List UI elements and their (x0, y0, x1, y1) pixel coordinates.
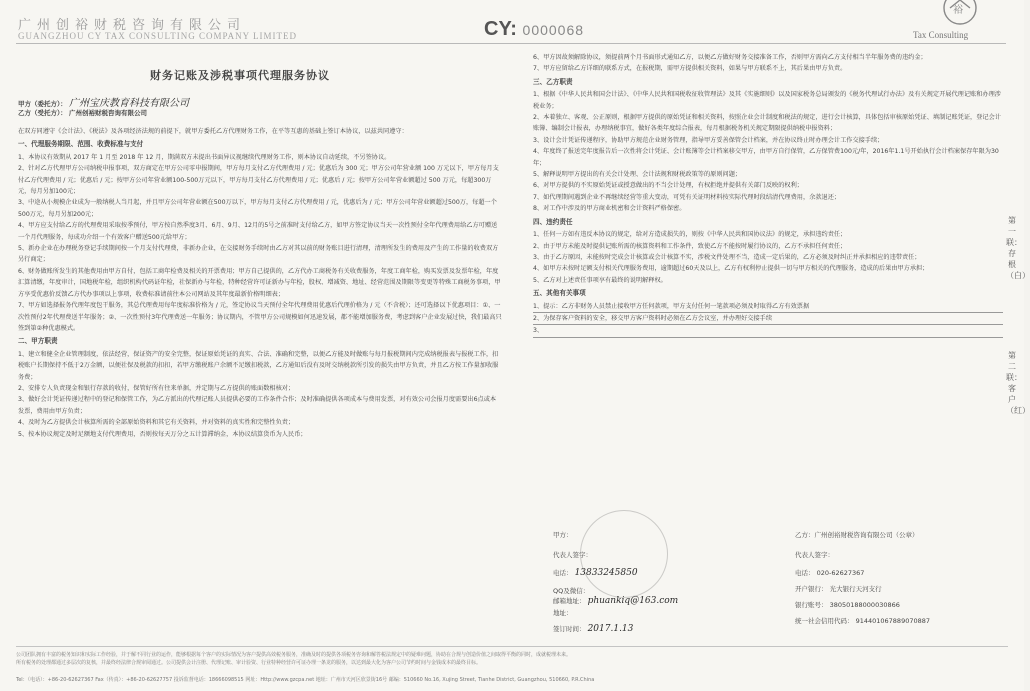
page-title: 财务记账及涉税事项代理服务协议 (150, 69, 330, 82)
sign-a-date (553, 624, 633, 634)
clause-line: 5、解释说明甲方提出的有关会计处理、会计法规和财税政策等的原则问题； (533, 171, 742, 179)
section-heading: 五、其他有关事项 (533, 289, 586, 298)
sign-b-tel-label: 电话： (795, 569, 815, 577)
svg-text:裕: 裕 (953, 5, 963, 16)
clause-line: 3、做好会计凭证传递过程中的登记和保管工作，为乙方派出的代理记账人员提供必要的工作条件合作；及时准确提供各项成本与费用发票，对有效公司会报月度需要出6点或本发票，费用由甲方负责； (18, 396, 497, 415)
clause-line: 3、由于乙方原因，未能按时完成会计核算或会计核算不实，涉税文件处理不当，造成一定后果的，乙方必须及时纠正并承担相应的违带责任； (533, 253, 921, 261)
right-column (533, 52, 1003, 338)
sign-b-credit (795, 616, 930, 625)
sign-a-email-label: 邮箱地址： (553, 597, 586, 605)
company-name-cn: 广州创裕财税咨询有限公司 (18, 18, 247, 33)
sign-b-bank-label: 开户银行： (795, 585, 828, 593)
sign-b-acct-label: 银行账号： (795, 601, 828, 609)
clause-line: 1、根据《中华人民共和国会计法》、《中华人民共和国税收征收管理法》及其《实施细则》以及国家税务总局颁发的《税务代理试行办法》及有关规定开展代理记账和办理涉税业务； (533, 91, 1001, 110)
sign-a-tel-label: 电话： (553, 569, 573, 577)
document-number (484, 18, 584, 41)
sign-b-acct-value: 38050188000030866 (829, 601, 900, 609)
clause-line: 1、任何一方如有违反本协议的规定，给对方造成损失的，则按《中华人民共和国协议法》的规定，承担违约责任； (533, 231, 847, 239)
clause-line: 7、如代理期间遇到企业不再继续经营等重大变动，可凭有关证明材料按实际代理时段结清代理费用，余款退还； (533, 193, 841, 201)
clause-line: 1、提示：乙方非财务人员禁止接收甲方任何款项，甲方支付任何一笔款项必须及时取得乙方有效票据 (533, 301, 1003, 313)
clause-line: 2、安排专人负责现金和银行存款的收付，保管好所有往来单据，并定期与乙方提供的账面数相核对； (18, 384, 295, 392)
clause-line: 2、为保存客户资料的安全，移交甲方客户资料时必须在乙方会议室，并办理好交接手续 (533, 313, 1003, 325)
party-b-row (18, 108, 147, 117)
sign-a-tel (553, 568, 638, 578)
sign-a-date-label: 签订时间： (553, 625, 586, 633)
party-b-label: 乙方（受托方）： (18, 109, 67, 117)
doc-no-prefix: CY: (484, 18, 517, 40)
clause-line: 4、及时为乙方提供会计核算所需的全部原始资料和其它有关资料，并对资料的真实性和完整性负责； (18, 419, 295, 427)
sign-b-label: 乙方：广州创裕财税咨询有限公司（公章） (795, 531, 919, 539)
clause-line: 2、针对乙方代理甲方公司纳税申报事项，双方商定在甲方公司零申报期间，甲方每月支付乙方代理费用 / 元；优惠后为 300 元；甲方公司年营业额 100 万元以下，甲方每月支付乙方代理费用 / 元；优惠后 / 元；按甲方公司年营业额100-500万元以下，甲方每月支付乙方代理费用 / 元；优惠后 / 元；按甲方公司年营业额超过 500 万元，每超300万元，每月另加100元； (18, 165, 499, 196)
party-b-value: 广州创裕财税咨询有限公司 (69, 109, 148, 117)
company-name-en: GUANGZHOU CY TAX CONSULTING COMPANY LIMITED (18, 31, 298, 41)
footer-line-1: 公司团队拥有丰富的税务知识和实际工作经验，并于解不同行业的运作，能够根据每个客户的实际情况为客户提供高效税务服务，准确及时的提供各项税务咨询和解答税法规定中的疑难问题，协助在合规与创造价值之间取得平衡的同时，成就税理未来。 (16, 652, 572, 658)
sign-b-bank-value: 光大银行天河支行 (829, 585, 882, 593)
sign-b-tel-value: 020-62627367 (816, 569, 865, 577)
footer-text (16, 651, 1008, 667)
clause-line: 1、本协议有效期从 2017 年 1 月至 2018 年 12 月，期满双方未提出书面异议视继续代理财务工作，则本协议自动延续，不另签协议。 (18, 153, 391, 161)
doc-no-value: 0000068 (522, 22, 585, 38)
clause-line: 5、按本协议规定及时足额地支付代理费用，否则按每天万分之五计算滞纳金，本协议结算货币为人民币； (18, 430, 307, 438)
clause-line: 8、对工作中涉及的甲方商业机密和会计资料严格保密。 (533, 205, 686, 213)
sign-a-email-value: phuankiq@163.com (587, 596, 679, 606)
sign-a-rep-label: 代表人签字： (553, 551, 592, 559)
clause-line: 7、甲方如选择报务代理年度包干服务，其总代理费用每年度标准价格为 / 元，签定协议当天预付全年代理费用优惠后代理价格为 / 元（不含税）；还可选择以下优惠项目：①、一次性预付2年代理费送半年服务；②、一次性预付3年代理费送一年服务；协议期内，不管甲方公司规模如何迅速发展，都不能增加服务费，考虑到客户企业发展过快，我们最高只签到第②种优惠模式。 (18, 302, 502, 332)
clause-line: 3、 (533, 325, 1003, 337)
footer-divider (16, 646, 1008, 647)
clause-line: 1、建立和健全企业管理制度，依法经营，保证资产的安全完整，保证原始凭证的真实、合法、准确和完整，以便乙方能及时做账与每月报税期间内完成纳税报表与报税工作，扣税账户长期保持不低于2万金额，以便社保及税款的扣扣，若甲方缴税账户余额不足缴扣税款，乙方通知后没有及时交纳税款所引发的损失由甲方负责，并且乙方按工作量加收服务费； (18, 350, 499, 381)
section-heading: 一、代理服务期限、范围、收费标准与支付 (18, 140, 144, 149)
section-heading: 二、甲方职责 (18, 337, 58, 346)
section-heading: 三、乙方职责 (533, 77, 573, 86)
footer-line-2: 所有税务的处理都通过多层次的复核，并最终经法律合规审阅通过。公司提供会计注册、代理记账、审计验资、行业特种经营许可证办理一条龙的服务，以达到最大化为客户公司节约时间与金钱成本的最终目标。 (16, 660, 482, 666)
clause-line: 5、乙方对上述责任事项享有最终的说明解释权。 (533, 276, 667, 284)
clause-line: 3、中途从小规模企业成为一般纳税人当月起，并且甲方公司年营业额在500万以下，甲方每月支付乙方代理费用 / 元，优惠后为 / 元；甲方公司年营业额超过500万，每超一个500万元，每月另加200元； (18, 199, 497, 218)
intro-text: 在双方同遵守《会计法》、《税法》及各项经济法规的前提下，就甲方委托乙方代理财务工作，在平等互惠的基础上签订本协议，以兹共同遵守： (18, 128, 408, 135)
party-a-row (18, 94, 189, 109)
sign-b-bank (795, 584, 882, 593)
sign-b-tel (795, 568, 864, 577)
left-column (18, 126, 502, 440)
sign-b-credit-label: 统一社会信用代码： (795, 617, 854, 625)
party-a-value: 广州宝庆教育科技有限公司 (69, 98, 190, 109)
section-heading: 四、违约责任 (533, 217, 573, 226)
clause-line: 6、甲方因故须解除协议，须提前两个月书面形式通知乙方，以便乙方做好财务交接准备工作，否则甲方需向乙方支付相当半年服务费的违约金； (533, 54, 927, 61)
party-a-label: 甲方（委托方）： (18, 100, 67, 108)
clause-line: 4、年度终了报送完年度报告后一次性将会计凭证、会计账簿等会计档案移交甲方，由甲方自行保管，乙方保管费100元/年，2016年1.1号开始执行会计档案保存年限为30年； (533, 148, 999, 167)
right-sections (533, 77, 1003, 338)
sign-a-email (553, 596, 678, 606)
company-seal-stamp (580, 510, 668, 598)
sign-a-qq-label: QQ及微信： (553, 587, 590, 595)
sign-a-date-value: 2017.1.13 (587, 624, 634, 634)
header-divider (16, 43, 1006, 44)
clause-line: 7、甲方应留给乙方详细的联系方式，在报税期，需甲方提供相关资料，如果与甲方联系不上，其后果由甲方负责。 (533, 65, 847, 73)
sign-a-tel-value: 13833245850 (574, 568, 638, 578)
sign-b-acct (795, 600, 900, 609)
clause-line: 6、财务做账所发生的其他费用由甲方自付，包括工商年检费及相关的开票费用；甲方自己提供的，乙方代办工商税务有关收费服务，年度工商年检，购买发票及发票年检，年度汇算清缴，年度审计，国地税年检，组织机构代码证年检，社保新办与年检，特种经营许可证新办与年检，股权、增减资、地址、经营范围及期限等变更等特殊工商税务事项，甲方享受优惠价反馈乙方代办事项以上事项，收费标准请前往本公司网站及其年度最新价格明细表； (18, 267, 501, 298)
sign-a-label: 甲方： (553, 531, 573, 539)
footer-contact: Tel：（电话）：+86-20-62627367 Fax（传真）：+86-20-62627757 投诉监督电话：18666098515 网址：Http://www.gzcpa.net 地址：广州市天河区欣景街16号 邮编：510660 No.16, Xujing Street, Tianhe District, Guangzhou, 510660, P.R.China (16, 677, 595, 683)
right-top-lines (533, 52, 1003, 75)
clause-line: 2、本着独立、客观、公正原则，根据甲方提供的原始凭证和相关资料，按照企业会计制度和税法的规定，进行会计核算，具体包括审核原始凭证、填制记账凭证，登记会计账簿、编制会计报表，办理纳税事宜，做好各类年度综合报表，每月根据税务机关规定期限提供纳税申报资料； (533, 114, 1001, 133)
clause-line: 3、设计会计凭证传递程序，协助甲方规范企业财务管理，指导甲方妥善保管会计档案，并在协议终止时办理会计工作交接手续； (533, 136, 884, 144)
copy-label-1: 第一联：存根（白） (1006, 216, 1030, 280)
sign-b-rep-label: 代表人签字： (795, 551, 834, 559)
clause-line: 2、由于甲方未能及时提供记账所需的核算资料和工作条件，致使乙方不能按时履行协议的，乙方不承担任何责任； (533, 242, 847, 250)
clause-line: 5、新办企业在办理税务登记手续期间按一个月支付代理费，非新办企业，在交接财务手续时由乙方对其以前的财务账目进行清理，清理所发生的费用及产生的工作量的收费双方另行商定； (18, 245, 499, 264)
logo-text: Tax Consulting (913, 30, 969, 40)
sign-b-credit-value: 914401067889070887 (855, 617, 931, 625)
clause-line: 4、甲方应支付给乙方的代理费用采取按季预付，甲方按自然季度3月、6月、9月、12月的5号之前准时支付给乙方，如甲方签定协议当天一次性预付全年代理费用给乙方可赠送一个月代理服务，每成功介绍一个有效客户赠送500元给甲方； (18, 222, 498, 241)
copy-label-2: 第二联：客户（红） (1006, 351, 1030, 415)
clause-line: 4、如甲方未按时足额支付相关代理服务费用，逾期超过60天及以上，乙方有权利停止提供一切与甲方相关的代理服务，造成的后果由甲方承担； (533, 265, 929, 273)
sign-a-addr-label: 地址： (553, 609, 573, 617)
clause-line: 6、对甲方提供的不实原始凭证或授意做出的不当会计处理，有权拒绝并提供有关部门反映的权利； (533, 182, 803, 190)
left-sections (18, 139, 502, 440)
